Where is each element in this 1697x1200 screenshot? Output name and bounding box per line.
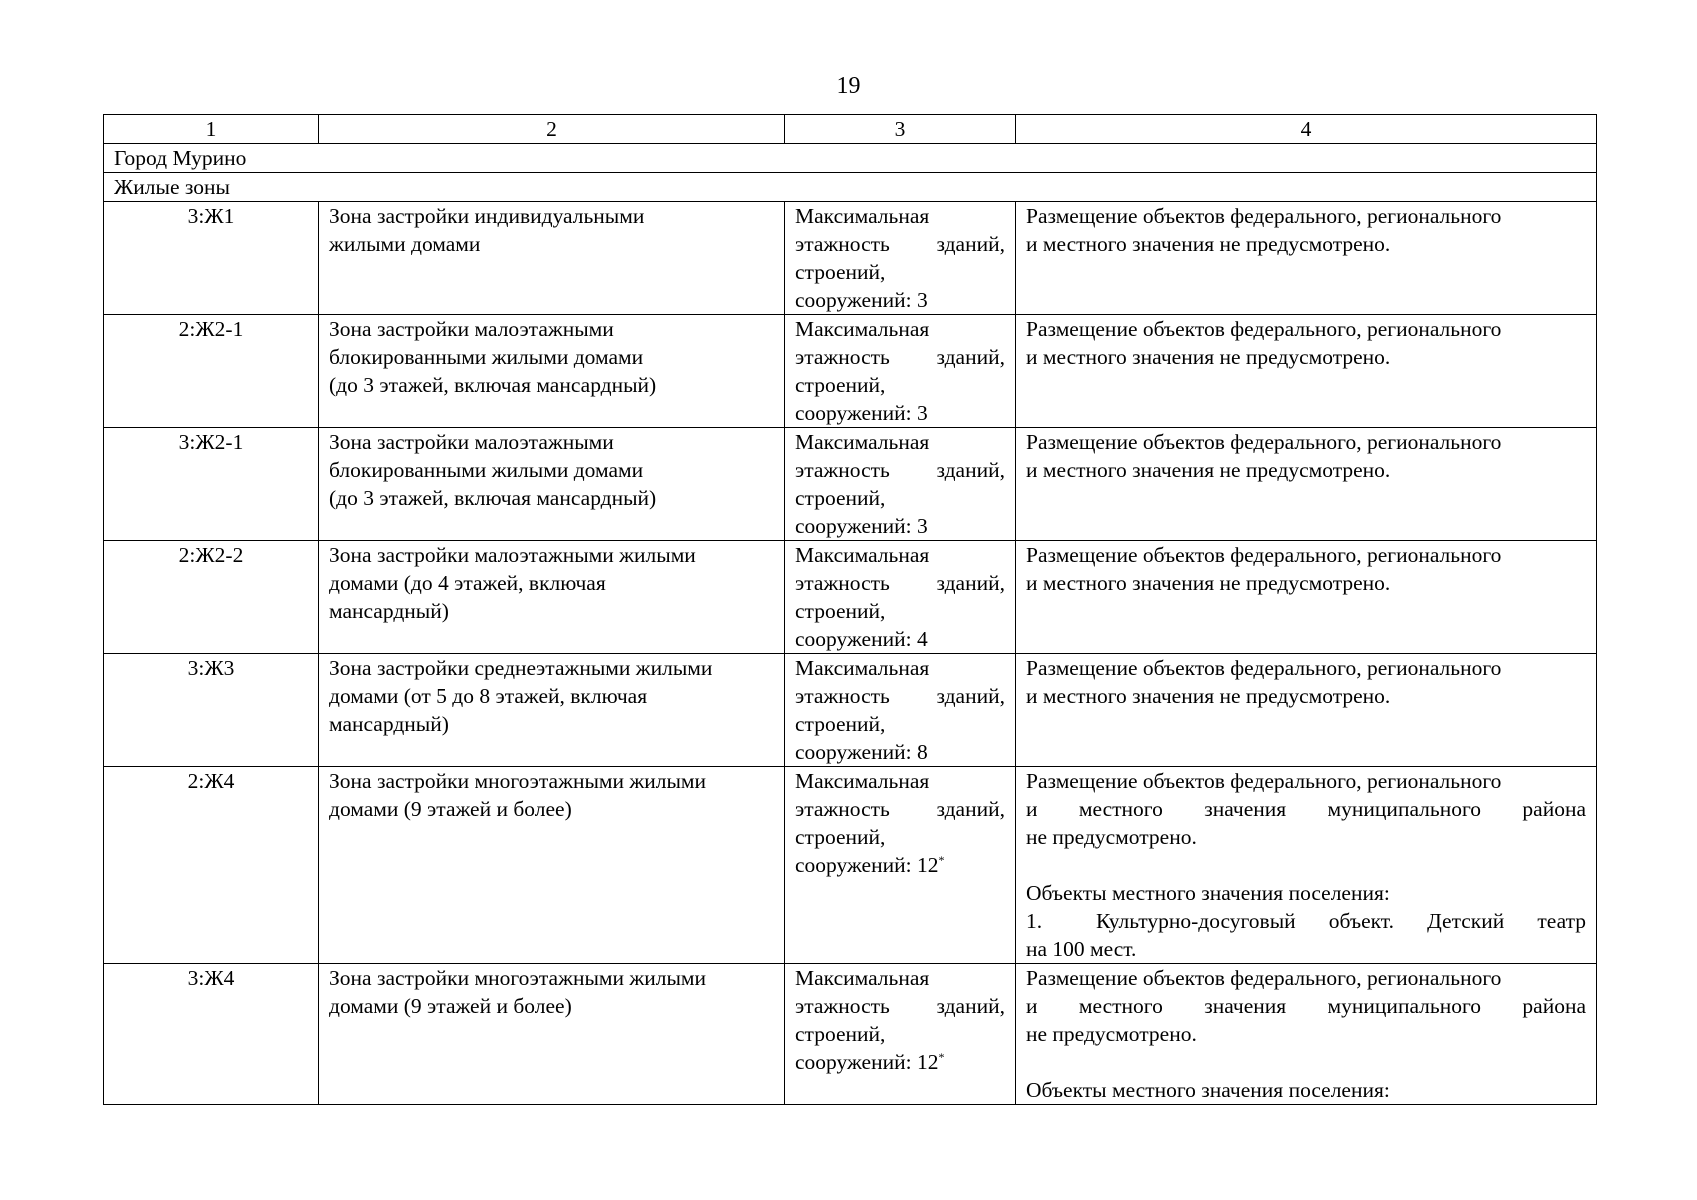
- objects-line: и местного значения не предусмотрено.: [1026, 571, 1391, 595]
- max-floors-line: Максимальная: [795, 204, 930, 228]
- header-cell-1: 1: [104, 115, 319, 144]
- zone-name-line: Зона застройки индивидуальными: [329, 204, 645, 228]
- zone-code: 3:Ж2-1: [104, 428, 319, 541]
- max-floors: [785, 541, 1016, 654]
- max-floors-word: этажность: [795, 571, 890, 595]
- max-floors-line: сооружений: 8: [795, 740, 928, 764]
- objects-line: Размещение объектов федерального, регионального: [1026, 769, 1502, 793]
- max-floors-value: сооружений: 12: [795, 1050, 939, 1074]
- max-floors: [785, 315, 1016, 428]
- objects-line: и местного значения не предусмотрено.: [1026, 232, 1391, 256]
- max-floors-line: строений,: [795, 486, 886, 510]
- max-floors-value: сооружений: 12: [795, 853, 939, 877]
- max-floors-line: Максимальная: [795, 430, 930, 454]
- max-floors-word: этажность: [795, 458, 890, 482]
- table-row: [104, 541, 1597, 654]
- max-floors-line: строений,: [795, 599, 886, 623]
- zone-name-line: (до 3 этажей, включая мансардный): [329, 486, 657, 510]
- max-floors-word: этажность: [795, 797, 890, 821]
- max-floors-word: зданий,: [936, 994, 1005, 1018]
- zone-name-line: блокированными жилыми домами: [329, 458, 644, 482]
- objects-line: Размещение объектов федерального, регионального: [1026, 317, 1502, 341]
- max-floors-line: строений,: [795, 260, 886, 284]
- max-floors-word: зданий,: [936, 232, 1005, 256]
- section-zones: Жилые зоны: [104, 173, 1597, 202]
- max-floors-line: Максимальная: [795, 543, 930, 567]
- max-floors-word: зданий,: [936, 345, 1005, 369]
- objects-line: и местного значения не предусмотрено.: [1026, 458, 1391, 482]
- zone-name-line: жилыми домами: [329, 232, 481, 256]
- objects-placement: [1016, 541, 1597, 654]
- section-row-zones: [104, 173, 1597, 202]
- max-floors-line: строений,: [795, 373, 886, 397]
- table-row: [104, 767, 1597, 964]
- zone-code: 3:Ж1: [104, 202, 319, 315]
- objects-line: Размещение объектов федерального, регионального: [1026, 543, 1502, 567]
- zone-name-line: блокированными жилыми домами: [329, 345, 644, 369]
- list-item-number: 1.: [1026, 909, 1043, 933]
- max-floors-line: сооружений: 4: [795, 627, 928, 651]
- objects-placement: [1016, 202, 1597, 315]
- zone-name-line: Зона застройки многоэтажными жилыми: [329, 769, 707, 793]
- max-floors: [785, 654, 1016, 767]
- max-floors-word: зданий,: [936, 797, 1005, 821]
- table-row: [104, 428, 1597, 541]
- max-floors-line: [795, 343, 1005, 371]
- objects-line: Размещение объектов федерального, регионального: [1026, 204, 1502, 228]
- objects-placement: [1016, 964, 1597, 1105]
- max-floors: [785, 428, 1016, 541]
- zone-name-line: Зона застройки малоэтажными: [329, 317, 614, 341]
- zone-name-line: Зона застройки среднеэтажными жилыми: [329, 656, 713, 680]
- header-row: [104, 115, 1597, 144]
- max-floors: [785, 202, 1016, 315]
- max-floors-line: [795, 1048, 1005, 1076]
- list-item: [1026, 907, 1586, 935]
- header-cell-3: 3: [785, 115, 1016, 144]
- zone-name: [319, 428, 785, 541]
- max-floors-word: этажность: [795, 994, 890, 1018]
- table-row: [104, 202, 1597, 315]
- max-floors-word: этажность: [795, 345, 890, 369]
- max-floors-line: Максимальная: [795, 769, 930, 793]
- zone-code: 2:Ж2-1: [104, 315, 319, 428]
- table-row: [104, 964, 1597, 1105]
- max-floors-line: [795, 230, 1005, 258]
- objects-placement: [1016, 767, 1597, 964]
- zone-name: [319, 202, 785, 315]
- max-floors-line: Максимальная: [795, 656, 930, 680]
- zone-name-line: (до 3 этажей, включая мансардный): [329, 373, 657, 397]
- objects-placement: [1016, 315, 1597, 428]
- objects-line: Размещение объектов федерального, регионального: [1026, 966, 1502, 990]
- zone-name-line: мансардный): [329, 599, 449, 623]
- max-floors-line: [795, 851, 1005, 879]
- max-floors: [785, 964, 1016, 1105]
- max-floors-line: сооружений: 3: [795, 514, 928, 538]
- table-row: [104, 315, 1597, 428]
- zone-code: 2:Ж4: [104, 767, 319, 964]
- max-floors-line: строений,: [795, 825, 886, 849]
- zone-code: 2:Ж2-2: [104, 541, 319, 654]
- section-row-city: [104, 144, 1597, 173]
- footnote-mark: *: [938, 852, 945, 867]
- zone-name-line: домами (до 4 этажей, включая: [329, 571, 606, 595]
- objects-line: и местного значения муниципального района: [1026, 797, 1586, 821]
- objects-line: Размещение объектов федерального, регионального: [1026, 656, 1502, 680]
- objects-placement: [1016, 654, 1597, 767]
- max-floors-line: [795, 992, 1005, 1020]
- max-floors-word: зданий,: [936, 684, 1005, 708]
- max-floors-word: этажность: [795, 684, 890, 708]
- objects-line: и местного значения не предусмотрено.: [1026, 345, 1391, 369]
- max-floors-line: [795, 682, 1005, 710]
- max-floors-line: сооружений: 3: [795, 401, 928, 425]
- max-floors-line: строений,: [795, 1022, 886, 1046]
- objects-placement: [1016, 428, 1597, 541]
- footnote-mark: *: [938, 1049, 945, 1064]
- max-floors-word: зданий,: [936, 458, 1005, 482]
- max-floors-line: сооружений: 3: [795, 288, 928, 312]
- blank-line: [1026, 1048, 1586, 1076]
- blank-line: [1026, 851, 1586, 879]
- zone-name: [319, 654, 785, 767]
- max-floors-line: Максимальная: [795, 317, 930, 341]
- objects-line: не предусмотрено.: [1026, 825, 1197, 849]
- header-cell-2: 2: [319, 115, 785, 144]
- max-floors-line: строений,: [795, 712, 886, 736]
- zone-name-line: домами (9 этажей и более): [329, 797, 572, 821]
- zone-name: [319, 541, 785, 654]
- max-floors-word: этажность: [795, 232, 890, 256]
- max-floors-line: [795, 795, 1005, 823]
- list-item-text-cont: на 100 мест.: [1026, 937, 1137, 961]
- zone-code: 3:Ж4: [104, 964, 319, 1105]
- max-floors-line: [795, 456, 1005, 484]
- objects-line: не предусмотрено.: [1026, 1022, 1197, 1046]
- objects-line: Размещение объектов федерального, регионального: [1026, 430, 1502, 454]
- zone-name-line: Зона застройки малоэтажными: [329, 430, 614, 454]
- zone-name-line: Зона застройки многоэтажными жилыми: [329, 966, 707, 990]
- list-item-text: Культурно-досуговый объект. Детский театр: [1096, 909, 1586, 933]
- objects-local-heading: Объекты местного значения поселения:: [1026, 881, 1390, 905]
- zone-name-line: Зона застройки малоэтажными жилыми: [329, 543, 696, 567]
- zone-name: [319, 964, 785, 1105]
- zone-name-line: домами (от 5 до 8 этажей, включая: [329, 684, 648, 708]
- zone-name: [319, 767, 785, 964]
- max-floors: [785, 767, 1016, 964]
- zone-name-line: мансардный): [329, 712, 449, 736]
- zone-name-line: домами (9 этажей и более): [329, 994, 572, 1018]
- objects-line: и местного значения не предусмотрено.: [1026, 684, 1391, 708]
- section-city: Город Мурино: [104, 144, 1597, 173]
- objects-local-heading: Объекты местного значения поселения:: [1026, 1078, 1390, 1102]
- zone-name: [319, 315, 785, 428]
- max-floors-word: зданий,: [936, 571, 1005, 595]
- zones-table: [103, 114, 1597, 1105]
- max-floors-line: Максимальная: [795, 966, 930, 990]
- objects-line: и местного значения муниципального района: [1026, 994, 1586, 1018]
- header-cell-4: 4: [1016, 115, 1597, 144]
- page-number: 19: [836, 73, 861, 99]
- max-floors-line: [795, 569, 1005, 597]
- table-row: [104, 654, 1597, 767]
- zone-code: 3:Ж3: [104, 654, 319, 767]
